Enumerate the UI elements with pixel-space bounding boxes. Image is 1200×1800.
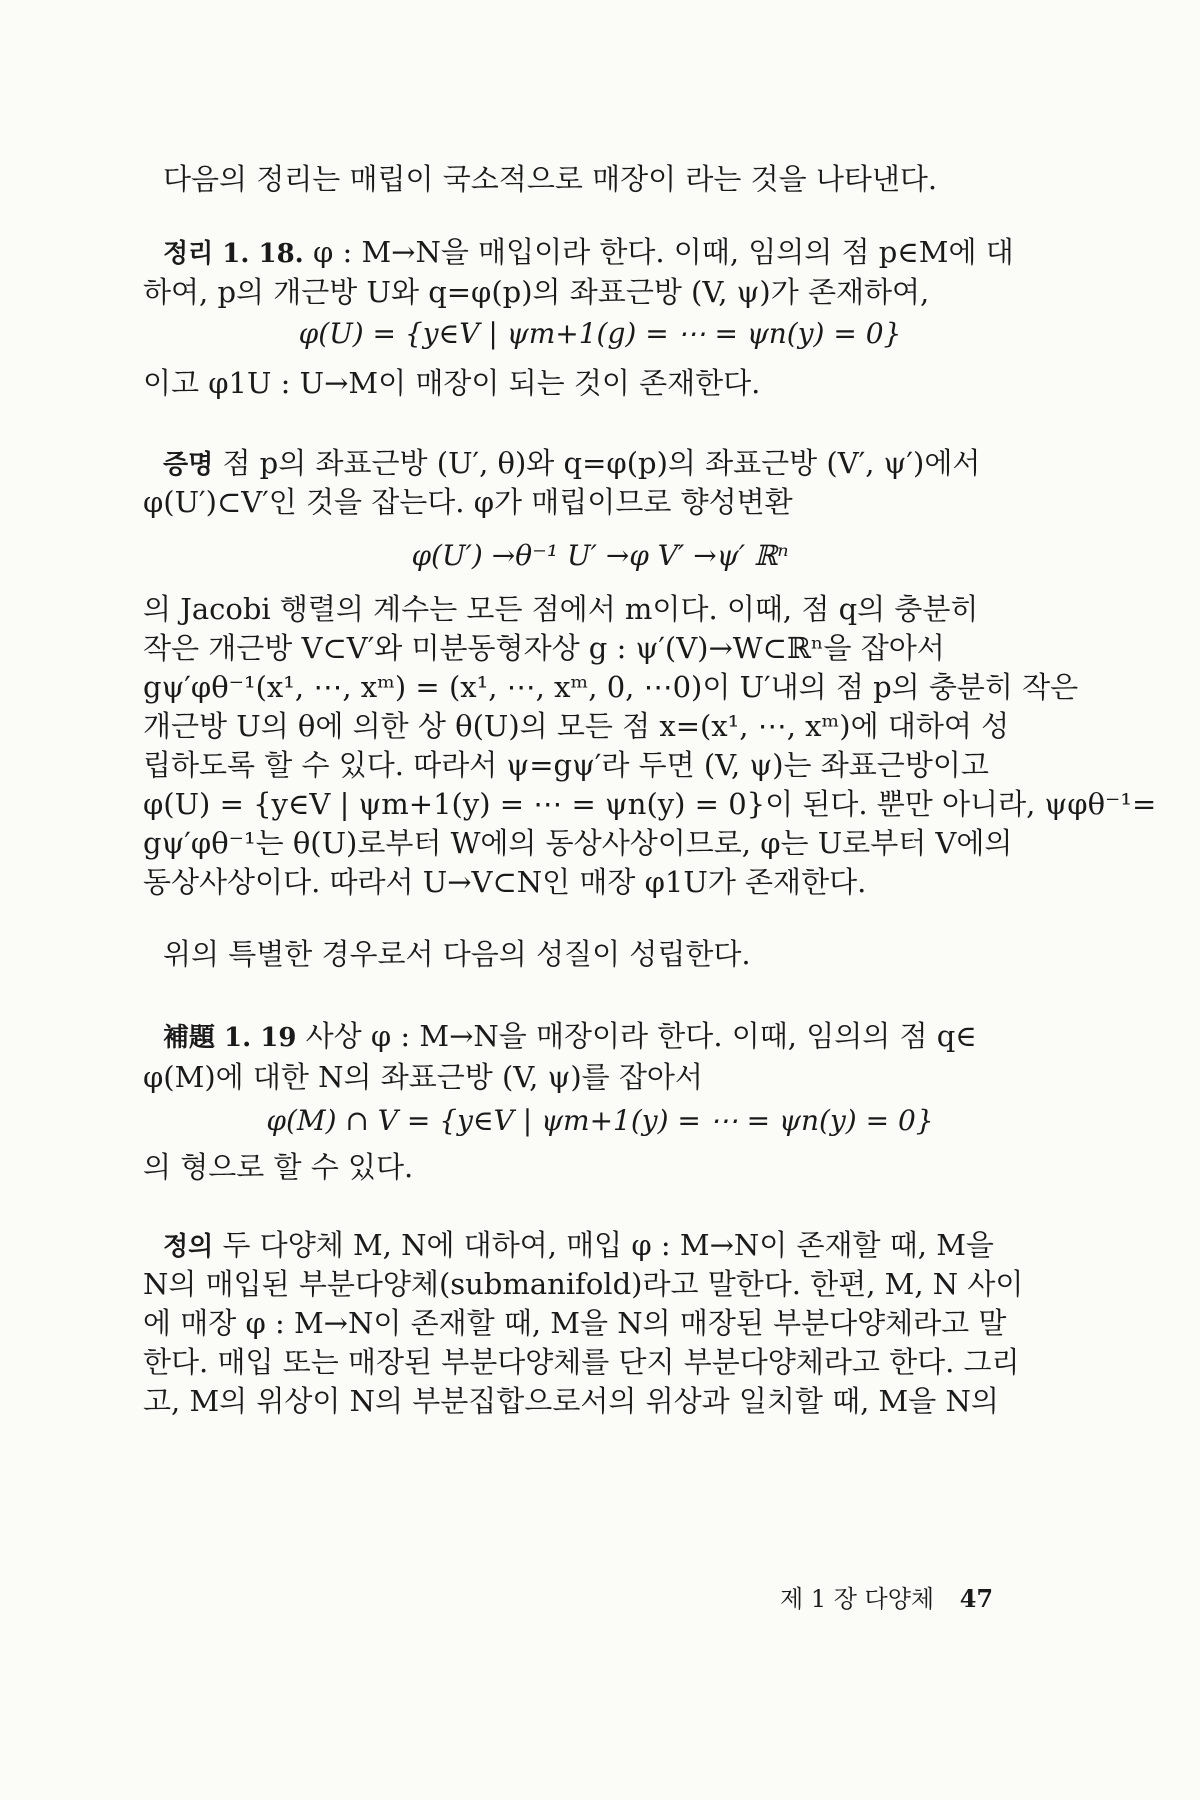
theorem-1-18-line-1 bbox=[163, 232, 1043, 274]
definition-line-2: N의 매입된 부분다양체(submanifold)라고 말한다. 한편, M, N 사이 bbox=[143, 1267, 1024, 1301]
proof-body-line-6: φ(U) = {y∈V | ψm+1(y) = ⋯ = ψn(y) = 0}이 된다. 뿐만 아니라, ψφθ⁻¹= bbox=[143, 787, 1157, 821]
proof-body-line-4: 개근방 U의 θ에 의한 상 θ(U)의 모든 점 x=(x¹, ⋯, xᵐ)에 대하여 성 bbox=[143, 709, 1010, 743]
theorem-label: 정리 1. 18. bbox=[163, 239, 304, 269]
lemma-1-19-line-1 bbox=[163, 1016, 1043, 1058]
proof-body-line-3: gψ′φθ⁻¹(x¹, ⋯, xᵐ) = (x¹, ⋯, xᵐ, 0, ⋯0)이 U′내의 점 p의 충분히 작은 bbox=[143, 670, 1079, 704]
special-case-line: 위의 특별한 경우로서 다음의 성질이 성립한다. bbox=[163, 937, 751, 971]
proof-text: 점 p의 좌표근방 (U′, θ)와 q=φ(p)의 좌표근방 (V′, ψ′)에서 bbox=[222, 446, 981, 480]
proof-equation: φ(U′) →θ⁻¹ U′ →φ V′ →ψ′ ℝⁿ bbox=[411, 539, 789, 572]
page-number: 47 bbox=[959, 1584, 994, 1613]
proof-body-line-2: 작은 개근방 V⊂V′와 미분동형자상 g : ψ′(V)→W⊂ℝⁿ을 잡아서 bbox=[143, 631, 945, 665]
lemma-conclusion: 의 형으로 할 수 있다. bbox=[143, 1150, 414, 1184]
definition-line-1 bbox=[163, 1225, 1043, 1267]
proof-label: 증명 bbox=[163, 450, 214, 480]
proof-body-line-7: gψ′φθ⁻¹는 θ(U)로부터 W에의 동상사상이므로, φ는 U로부터 V에의 bbox=[143, 826, 1013, 860]
intro-line: 다음의 정리는 매립이 국소적으로 매장이 라는 것을 나타낸다. bbox=[163, 162, 938, 196]
theorem-conclusion: 이고 φ1U : U→M이 매장이 되는 것이 존재한다. bbox=[143, 366, 761, 400]
definition-text: 두 다양체 M, N에 대하여, 매입 φ : M→N이 존재할 때, M을 bbox=[222, 1228, 994, 1262]
proof-body-line-5: 립하도록 할 수 있다. 따라서 ψ=gψ′라 두면 (V, ψ)는 좌표근방이고 bbox=[143, 748, 989, 782]
theorem-1-18-line-2: 하여, p의 개근방 U와 q=φ(p)의 좌표근방 (V, ψ)가 존재하여, bbox=[143, 275, 930, 309]
page-footer bbox=[780, 1582, 1040, 1616]
theorem-text: φ : M→N을 매입이라 한다. 이때, 임의의 점 p∈M에 대 bbox=[312, 235, 1014, 269]
definition-line-4: 한다. 매입 또는 매장된 부분다양체를 단지 부분다양체라고 한다. 그리 bbox=[143, 1345, 1020, 1379]
lemma-text: 사상 φ : M→N을 매장이라 한다. 이때, 임의의 점 q∈ bbox=[305, 1019, 977, 1053]
theorem-equation: φ(U) = {y∈V | ψm+1(g) = ⋯ = ψn(y) = 0} bbox=[298, 317, 902, 350]
lemma-1-19-line-2: φ(M)에 대한 N의 좌표근방 (V, ψ)를 잡아서 bbox=[143, 1060, 703, 1094]
proof-body-line-1: 의 Jacobi 행렬의 계수는 모든 점에서 m이다. 이때, 점 q의 충분히 bbox=[143, 592, 979, 626]
proof-body-line-8: 동상사상이다. 따라서 U→V⊂N인 매장 φ1U가 존재한다. bbox=[143, 865, 867, 899]
definition-line-5: 고, M의 위상이 N의 부분집합으로서의 위상과 일치할 때, M을 N의 bbox=[143, 1384, 999, 1418]
definition-line-3: 에 매장 φ : M→N이 존재할 때, M을 N의 매장된 부분다양체라고 말 bbox=[143, 1306, 1007, 1340]
proof-line-1 bbox=[163, 443, 1043, 485]
definition-label: 정의 bbox=[163, 1232, 214, 1262]
proof-line-2: φ(U′)⊂V′인 것을 잡는다. φ가 매립이므로 향성변환 bbox=[143, 485, 793, 519]
lemma-label: 補題 1. 19 bbox=[163, 1023, 297, 1053]
lemma-equation: φ(M) ∩ V = {y∈V | ψm+1(y) = ⋯ = ψn(y) = 0} bbox=[266, 1104, 934, 1137]
chapter-title: 제 1 장 다양체 bbox=[780, 1585, 935, 1613]
